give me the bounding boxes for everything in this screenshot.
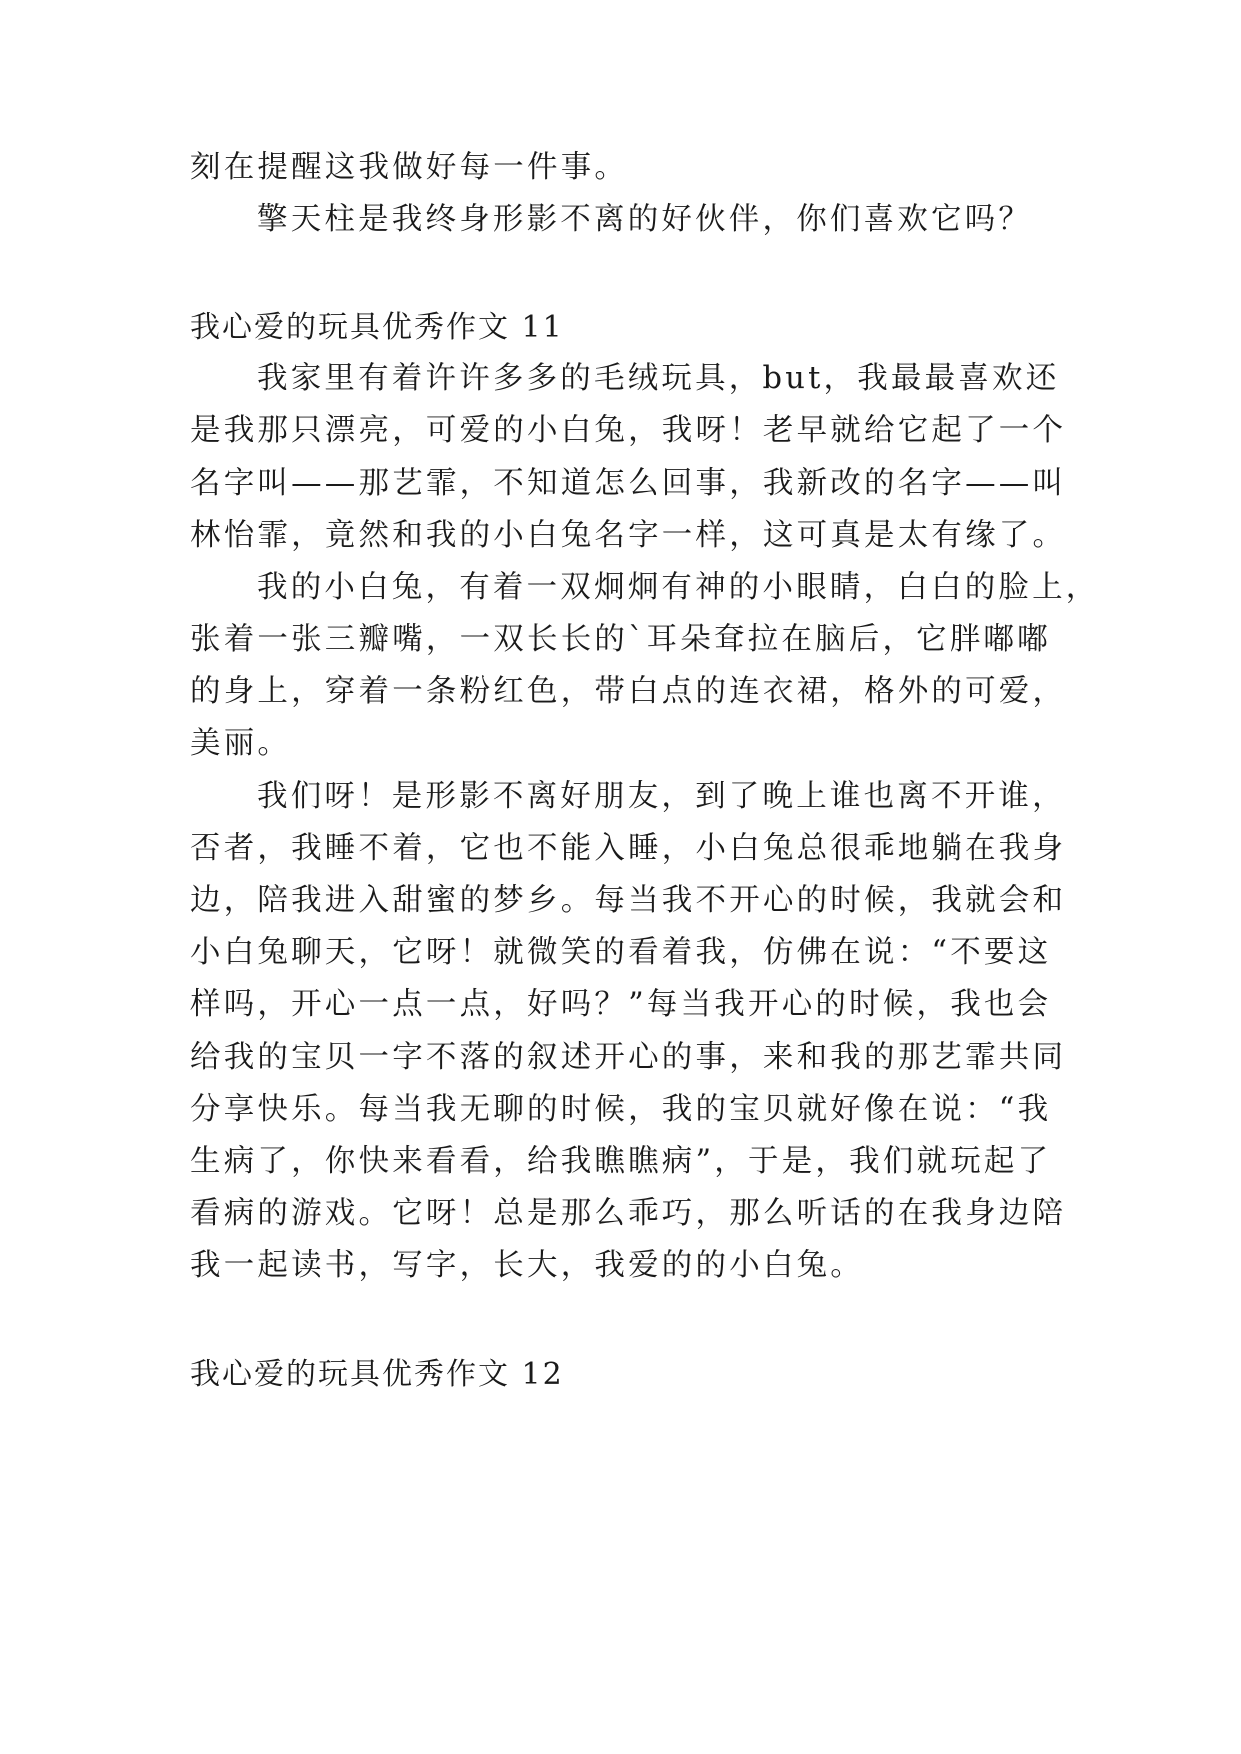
body-text-line: 边，陪我进入甜蜜的梦乡。每当我不开心的时候，我就会和 (190, 883, 1067, 918)
body-text-line: 刻在提醒这我做好每一件事。 (190, 150, 629, 185)
body-text-line: 给我的宝贝一字不落的叙述开心的事，来和我的那艺霏共同 (190, 1040, 1067, 1075)
body-text-line: 是我那只漂亮，可爱的小白兔，我呀！老早就给它起了一个 (190, 413, 1067, 448)
body-text-line: 林怡霏，竟然和我的小白兔名字一样，这可真是太有缘了。 (190, 518, 1067, 553)
body-text-line: 张着一张三瓣嘴，一双长长的`耳朵耷拉在脑后，它胖嘟嘟 (190, 622, 1051, 657)
body-text-line: 分享快乐。每当我无聊的时候，我的宝贝就好像在说：“我 (190, 1092, 1052, 1127)
section-heading: 我心爱的玩具优秀作文 11 (190, 310, 564, 345)
section-heading: 我心爱的玩具优秀作文 12 (190, 1357, 564, 1392)
body-text-line: 名字叫——那艺霏，不知道怎么回事，我新改的名字——叫 (190, 466, 1067, 501)
body-text-line: 擎天柱是我终身形影不离的好伙伴，你们喜欢它吗？ (257, 202, 1033, 237)
body-text-line: 生病了，你快来看看，给我瞧瞧病”，于是，我们就玩起了 (190, 1144, 1052, 1179)
body-text-line: 小白兔聊天，它呀！就微笑的看着我，仿佛在说：“不要这 (190, 935, 1052, 970)
body-text-line: 的身上，穿着一条粉红色，带白点的连衣裙，格外的可爱， (190, 674, 1067, 709)
body-text-line: 看病的游戏。它呀！总是那么乖巧，那么听话的在我身边陪 (190, 1196, 1067, 1231)
body-text-line: 美丽。 (190, 726, 292, 761)
body-text-line: 我一起读书，写字，长大，我爱的的小白兔。 (190, 1248, 864, 1283)
body-text-line: 我家里有着许许多多的毛绒玩具，but，我最最喜欢还 (257, 361, 1060, 396)
body-text-line: 样吗，开心一点一点，好吗？”每当我开心的时候，我也会 (190, 987, 1052, 1022)
body-text-line: 否者，我睡不着，它也不能入睡，小白兔总很乖地躺在我身 (190, 831, 1067, 866)
body-text-line: 我的小白兔，有着一双炯炯有神的小眼睛，白白的脸上， (257, 570, 1100, 605)
body-text-line: 我们呀！是形影不离好朋友，到了晚上谁也离不开谁， (257, 779, 1066, 814)
